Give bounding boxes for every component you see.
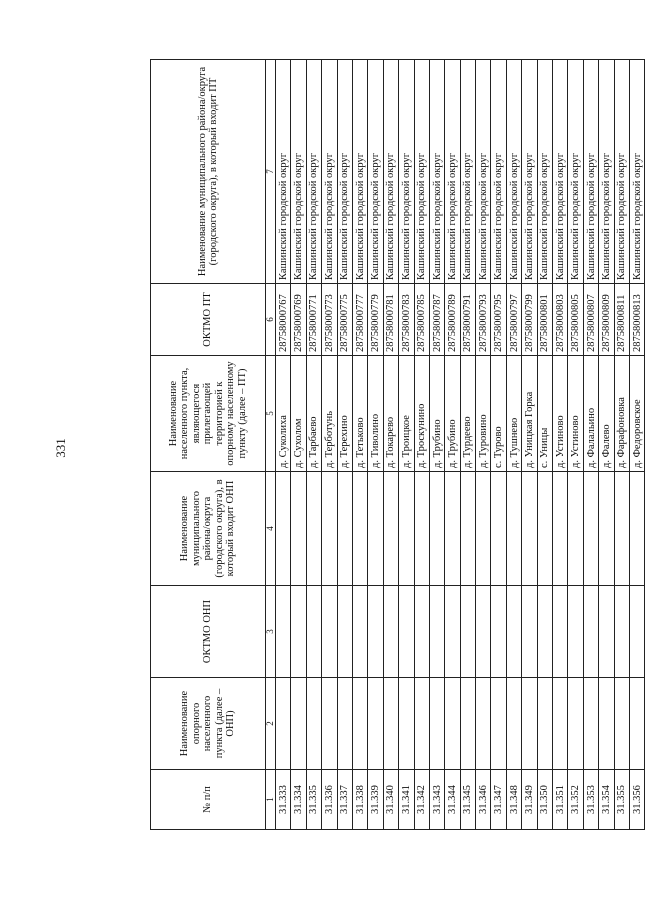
- cell-district-onp: [306, 472, 321, 586]
- table-row: [614, 60, 629, 830]
- cell-district-pt: Кашинский городской округ: [399, 60, 414, 284]
- cell-district-onp: [276, 472, 291, 586]
- cell-district-onp: [537, 472, 552, 586]
- header-num: № п/п: [151, 770, 266, 830]
- cell-oktmo-onp: [537, 586, 552, 678]
- cell-oktmo-pt: 28758000797: [506, 284, 521, 356]
- cell-oktmo-pt: 28758000785: [414, 284, 429, 356]
- cell-district-onp: [291, 472, 306, 586]
- cell-district-onp: [352, 472, 367, 586]
- cell-oktmo-onp: [614, 586, 629, 678]
- cell-num: 31.335: [306, 770, 321, 830]
- cell-pt: д. Трубино: [429, 356, 444, 472]
- cell-pt: д. Тетьково: [352, 356, 367, 472]
- cell-district-onp: [553, 472, 568, 586]
- cell-oktmo-onp: [553, 586, 568, 678]
- cell-onp: [629, 678, 644, 770]
- table-header-row: [151, 60, 266, 830]
- cell-oktmo-pt: 28758000793: [476, 284, 491, 356]
- cell-district-pt: Кашинский городской округ: [306, 60, 321, 284]
- cell-oktmo-onp: [491, 586, 506, 678]
- header-onp: Наименование опорного населенного пункта (далее – ОНП): [151, 678, 266, 770]
- cell-district-pt: Кашинский городской округ: [414, 60, 429, 284]
- cell-onp: [460, 678, 475, 770]
- rotated-table-container: [150, 60, 643, 830]
- cell-oktmo-pt: 28758000805: [568, 284, 583, 356]
- cell-num: 31.351: [553, 770, 568, 830]
- cell-oktmo-pt: 28758000781: [383, 284, 398, 356]
- cell-district-pt: Кашинский городской округ: [276, 60, 291, 284]
- cell-district-pt: Кашинский городской округ: [429, 60, 444, 284]
- cell-onp: [429, 678, 444, 770]
- table-row: [476, 60, 491, 830]
- cell-onp: [352, 678, 367, 770]
- cell-onp: [553, 678, 568, 770]
- cell-oktmo-pt: 28758000771: [306, 284, 321, 356]
- cell-num: 31.339: [368, 770, 383, 830]
- cell-oktmo-pt: 28758000769: [291, 284, 306, 356]
- table-row: [383, 60, 398, 830]
- cell-oktmo-pt: 28758000801: [537, 284, 552, 356]
- cell-oktmo-onp: [522, 586, 537, 678]
- cell-oktmo-pt: 28758000809: [599, 284, 614, 356]
- cell-district-onp: [337, 472, 352, 586]
- cell-pt: д. Устиново: [553, 356, 568, 472]
- header-district-onp: Наименование муниципального района/округа (городского округа), в который входит ОНП: [151, 472, 266, 586]
- column-number: 7: [266, 60, 276, 284]
- cell-district-onp: [460, 472, 475, 586]
- cell-onp: [537, 678, 552, 770]
- cell-pt: д. Фарафоновка: [614, 356, 629, 472]
- cell-district-onp: [429, 472, 444, 586]
- cell-pt: д. Сухолом: [291, 356, 306, 472]
- cell-district-pt: Кашинский городской округ: [583, 60, 598, 284]
- header-oktmo-onp: ОКТМО ОНП: [151, 586, 266, 678]
- cell-onp: [399, 678, 414, 770]
- cell-oktmo-pt: 28758000799: [522, 284, 537, 356]
- page-number: 331: [53, 438, 68, 458]
- table-row: [460, 60, 475, 830]
- cell-oktmo-pt: 28758000773: [322, 284, 337, 356]
- cell-oktmo-onp: [568, 586, 583, 678]
- cell-district-pt: Кашинский городской округ: [368, 60, 383, 284]
- cell-onp: [414, 678, 429, 770]
- cell-oktmo-pt: 28758000813: [629, 284, 644, 356]
- cell-district-onp: [445, 472, 460, 586]
- cell-district-pt: Кашинский городской округ: [322, 60, 337, 284]
- cell-oktmo-onp: [291, 586, 306, 678]
- table-row: [276, 60, 291, 830]
- cell-pt: д. Тушнево: [506, 356, 521, 472]
- cell-onp: [368, 678, 383, 770]
- cell-oktmo-onp: [414, 586, 429, 678]
- cell-district-onp: [629, 472, 644, 586]
- cell-onp: [522, 678, 537, 770]
- cell-district-onp: [599, 472, 614, 586]
- cell-pt: с. Уницы: [537, 356, 552, 472]
- cell-oktmo-pt: 28758000811: [614, 284, 629, 356]
- column-number: 1: [266, 770, 276, 830]
- cell-oktmo-onp: [460, 586, 475, 678]
- cell-oktmo-onp: [322, 586, 337, 678]
- cell-pt: д. Уницкая Горка: [522, 356, 537, 472]
- cell-pt: д. Терехино: [337, 356, 352, 472]
- cell-num: 31.336: [322, 770, 337, 830]
- cell-pt: д. Федоровское: [629, 356, 644, 472]
- cell-district-onp: [522, 472, 537, 586]
- cell-district-pt: Кашинский городской округ: [352, 60, 367, 284]
- cell-onp: [476, 678, 491, 770]
- cell-oktmo-onp: [599, 586, 614, 678]
- cell-oktmo-onp: [368, 586, 383, 678]
- cell-oktmo-onp: [399, 586, 414, 678]
- cell-oktmo-pt: 28758000783: [399, 284, 414, 356]
- table-row: [322, 60, 337, 830]
- cell-oktmo-onp: [629, 586, 644, 678]
- table-row: [506, 60, 521, 830]
- column-number: 2: [266, 678, 276, 770]
- cell-district-pt: Кашинский городской округ: [383, 60, 398, 284]
- column-number: 5: [266, 356, 276, 472]
- cell-pt: д. Тиволино: [368, 356, 383, 472]
- cell-num: 31.343: [429, 770, 444, 830]
- cell-oktmo-onp: [476, 586, 491, 678]
- cell-num: 31.341: [399, 770, 414, 830]
- cell-pt: д. Устиново: [568, 356, 583, 472]
- table-row: [568, 60, 583, 830]
- cell-num: 31.353: [583, 770, 598, 830]
- cell-onp: [568, 678, 583, 770]
- cell-district-pt: Кашинский городской округ: [629, 60, 644, 284]
- table-row: [399, 60, 414, 830]
- cell-num: 31.354: [599, 770, 614, 830]
- header-pt: Наименование населенного пункта, являющегося прилегающей территорией к опорному населенному пункту (далее – ПТ): [151, 356, 266, 472]
- cell-num: 31.352: [568, 770, 583, 830]
- cell-district-onp: [568, 472, 583, 586]
- table-row: [583, 60, 598, 830]
- cell-onp: [583, 678, 598, 770]
- cell-pt: д. Турдеево: [460, 356, 475, 472]
- table-row: [522, 60, 537, 830]
- cell-oktmo-onp: [276, 586, 291, 678]
- cell-district-pt: Кашинский городской округ: [291, 60, 306, 284]
- cell-onp: [322, 678, 337, 770]
- table-row: [352, 60, 367, 830]
- cell-district-onp: [583, 472, 598, 586]
- cell-num: 31.333: [276, 770, 291, 830]
- cell-onp: [383, 678, 398, 770]
- cell-pt: д. Фалево: [599, 356, 614, 472]
- cell-oktmo-pt: 28758000791: [460, 284, 475, 356]
- table-row: [414, 60, 429, 830]
- cell-district-pt: Кашинский городской округ: [491, 60, 506, 284]
- cell-pt: д. Фалальино: [583, 356, 598, 472]
- column-number: 6: [266, 284, 276, 356]
- cell-num: 31.348: [506, 770, 521, 830]
- cell-district-pt: Кашинский городской округ: [337, 60, 352, 284]
- cell-oktmo-onp: [429, 586, 444, 678]
- cell-pt: д. Тарбаево: [306, 356, 321, 472]
- cell-onp: [337, 678, 352, 770]
- cell-district-onp: [414, 472, 429, 586]
- header-oktmo-pt: ОКТМО ПТ: [151, 284, 266, 356]
- table-row: [445, 60, 460, 830]
- cell-oktmo-pt: 28758000807: [583, 284, 598, 356]
- column-number: 4: [266, 472, 276, 586]
- cell-district-pt: Кашинский городской округ: [614, 60, 629, 284]
- cell-district-pt: Кашинский городской округ: [553, 60, 568, 284]
- cell-onp: [599, 678, 614, 770]
- table-row: [491, 60, 506, 830]
- table-row: [291, 60, 306, 830]
- table-body: [276, 60, 645, 830]
- cell-oktmo-pt: 28758000795: [491, 284, 506, 356]
- cell-district-onp: [368, 472, 383, 586]
- cell-pt: д. Троицкое: [399, 356, 414, 472]
- cell-pt: с. Турово: [491, 356, 506, 472]
- settlements-table: [150, 59, 645, 830]
- cell-num: 31.347: [491, 770, 506, 830]
- cell-district-pt: Кашинский городской округ: [476, 60, 491, 284]
- cell-num: 31.340: [383, 770, 398, 830]
- header-district-pt: Наименование муниципального района/округа (городского округа), в который входит ПТ: [151, 60, 266, 284]
- cell-oktmo-pt: 28758000803: [553, 284, 568, 356]
- cell-onp: [491, 678, 506, 770]
- cell-num: 31.355: [614, 770, 629, 830]
- cell-onp: [614, 678, 629, 770]
- cell-num: 31.356: [629, 770, 644, 830]
- cell-district-onp: [614, 472, 629, 586]
- column-numbers-row: [266, 60, 276, 830]
- cell-onp: [445, 678, 460, 770]
- cell-pt: д. Терботунь: [322, 356, 337, 472]
- cell-district-pt: Кашинский городской округ: [537, 60, 552, 284]
- cell-district-onp: [322, 472, 337, 586]
- table-row: [337, 60, 352, 830]
- cell-num: 31.344: [445, 770, 460, 830]
- cell-num: 31.350: [537, 770, 552, 830]
- cell-num: 31.337: [337, 770, 352, 830]
- cell-oktmo-pt: 28758000775: [337, 284, 352, 356]
- cell-pt: д. Туровино: [476, 356, 491, 472]
- cell-pt: д. Трубино: [445, 356, 460, 472]
- cell-oktmo-onp: [445, 586, 460, 678]
- cell-oktmo-onp: [583, 586, 598, 678]
- cell-onp: [291, 678, 306, 770]
- cell-pt: д. Токарево: [383, 356, 398, 472]
- table-row: [553, 60, 568, 830]
- cell-onp: [276, 678, 291, 770]
- cell-oktmo-pt: 28758000787: [429, 284, 444, 356]
- cell-oktmo-onp: [383, 586, 398, 678]
- cell-num: 31.334: [291, 770, 306, 830]
- cell-district-onp: [476, 472, 491, 586]
- cell-num: 31.345: [460, 770, 475, 830]
- cell-pt: д. Троскунино: [414, 356, 429, 472]
- cell-district-onp: [491, 472, 506, 586]
- cell-district-onp: [399, 472, 414, 586]
- cell-num: 31.349: [522, 770, 537, 830]
- column-number: 3: [266, 586, 276, 678]
- cell-oktmo-pt: 28758000779: [368, 284, 383, 356]
- table-row: [537, 60, 552, 830]
- table-row: [599, 60, 614, 830]
- cell-num: 31.342: [414, 770, 429, 830]
- table-row: [629, 60, 644, 830]
- cell-num: 31.338: [352, 770, 367, 830]
- table-row: [429, 60, 444, 830]
- cell-district-onp: [506, 472, 521, 586]
- cell-oktmo-onp: [306, 586, 321, 678]
- cell-onp: [506, 678, 521, 770]
- cell-district-onp: [383, 472, 398, 586]
- cell-district-pt: Кашинский городской округ: [445, 60, 460, 284]
- cell-district-pt: Кашинский городской округ: [522, 60, 537, 284]
- cell-onp: [306, 678, 321, 770]
- cell-oktmo-pt: 28758000767: [276, 284, 291, 356]
- cell-district-pt: Кашинский городской округ: [568, 60, 583, 284]
- table-row: [368, 60, 383, 830]
- table-row: [306, 60, 321, 830]
- cell-district-pt: Кашинский городской округ: [599, 60, 614, 284]
- cell-district-pt: Кашинский городской округ: [506, 60, 521, 284]
- cell-pt: д. Суколиха: [276, 356, 291, 472]
- cell-oktmo-onp: [352, 586, 367, 678]
- cell-oktmo-onp: [337, 586, 352, 678]
- cell-num: 31.346: [476, 770, 491, 830]
- cell-oktmo-pt: 28758000789: [445, 284, 460, 356]
- cell-oktmo-onp: [506, 586, 521, 678]
- cell-oktmo-pt: 28758000777: [352, 284, 367, 356]
- cell-district-pt: Кашинский городской округ: [460, 60, 475, 284]
